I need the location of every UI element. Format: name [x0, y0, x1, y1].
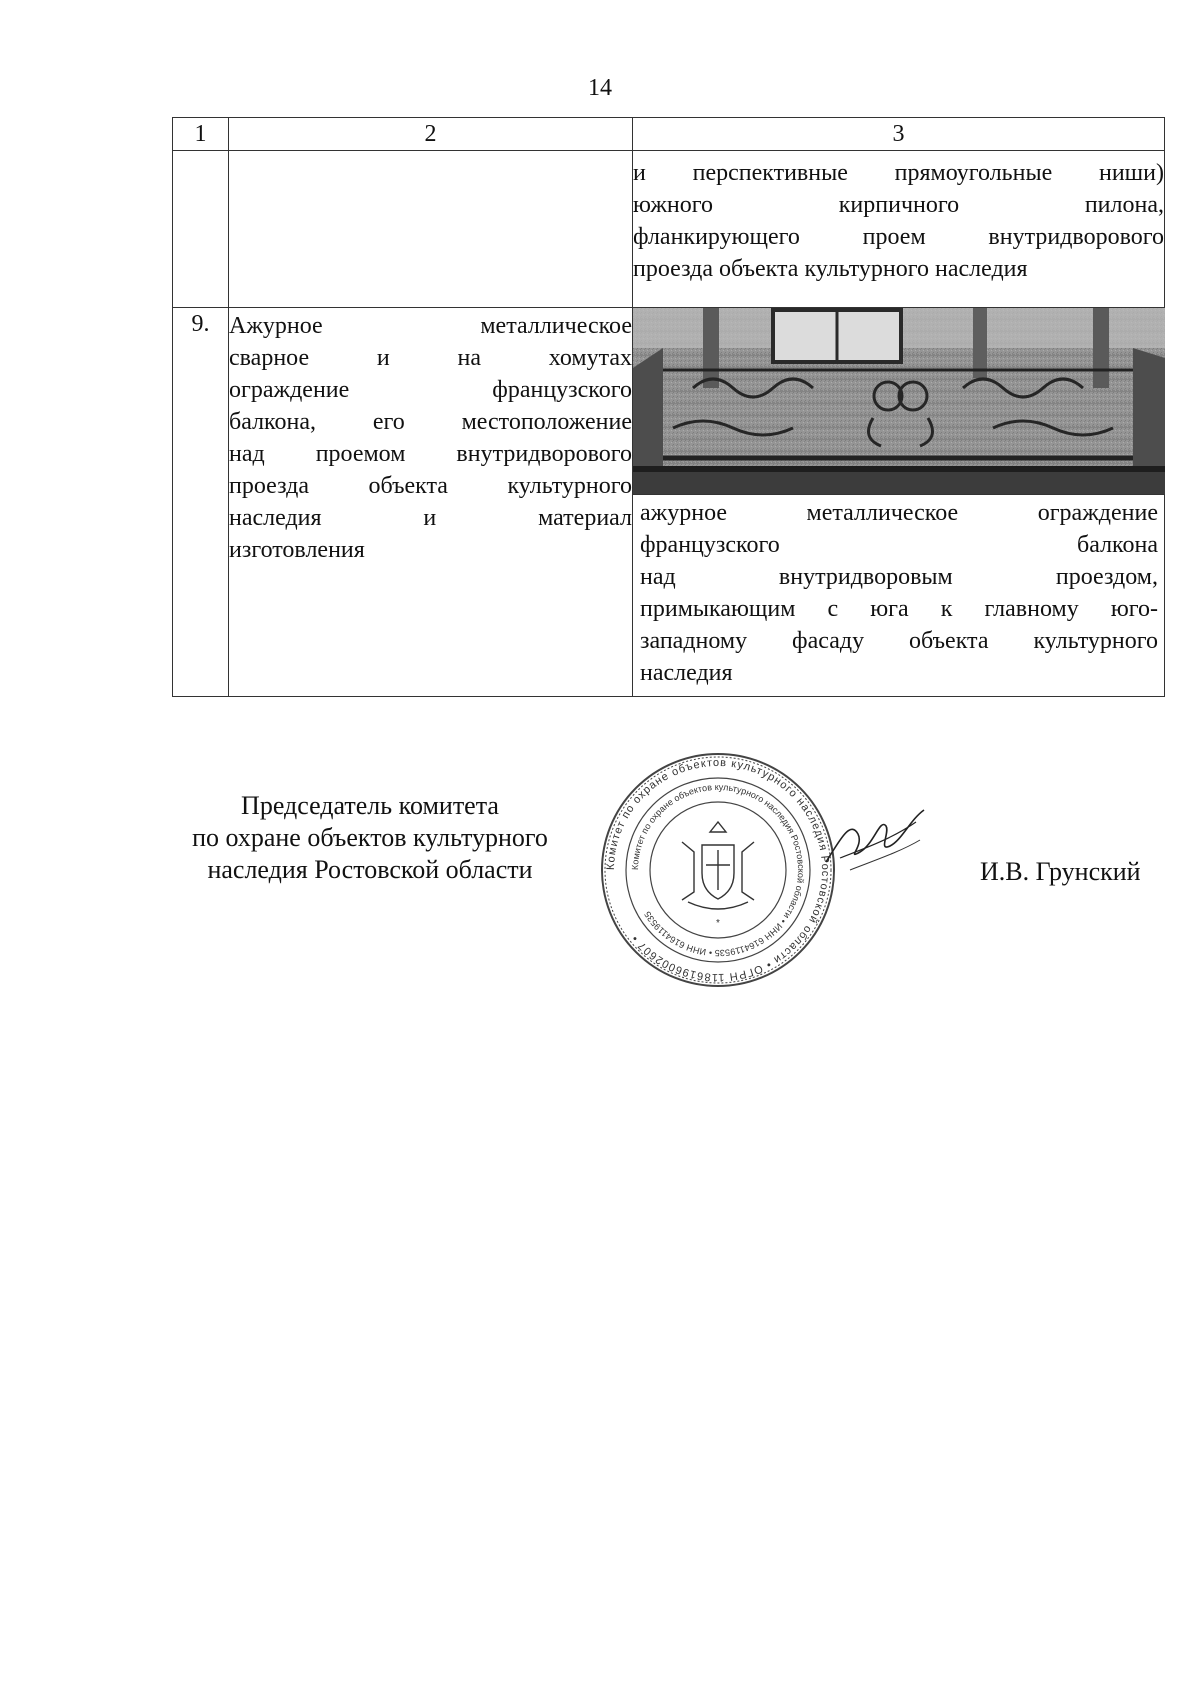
signatory-name: И.В. Грунский — [980, 857, 1141, 886]
cont-col3 — [633, 151, 1165, 308]
official-seal-stamp — [598, 750, 838, 990]
cont-line-2: южного кирпичного пилона, — [633, 192, 1164, 218]
row9-desc-line-5: над проемом внутридворового — [229, 441, 632, 467]
row9-desc-line-8: изготовления — [229, 537, 365, 563]
row9-photo-and-caption — [633, 308, 1165, 697]
row9-desc-line-4: балкона, его местоположение — [229, 409, 632, 435]
svg-text:*: * — [716, 918, 720, 929]
cont-line-3: фланкирующего проем внутридворового — [633, 224, 1164, 250]
signatory-title-line-1: Председатель комитета — [241, 791, 499, 820]
signatory-title-line-2: по охране объектов культурного — [192, 823, 548, 852]
row9-caption — [633, 495, 1164, 689]
row9-description — [229, 308, 633, 697]
row9-cap-line-3: над внутридворовым проездом, — [640, 564, 1158, 590]
page-number: 14 — [588, 75, 612, 101]
cont-col1 — [173, 151, 229, 308]
heritage-table — [172, 117, 1165, 697]
row9-cap-line-1: ажурное металлическое ограждение — [640, 500, 1158, 526]
balcony-railing-image — [633, 308, 1165, 494]
table-row-9 — [173, 308, 1165, 697]
row9-number: 9. — [173, 308, 229, 697]
signatory-title-line-3: наследия Ростовской области — [207, 855, 533, 884]
row9-desc-line-1: Ажурное металлическое — [229, 313, 632, 339]
row9-cap-line-6: наследия — [640, 660, 733, 686]
row9-cap-line-2: французского балкона — [640, 532, 1158, 558]
stamp-outer-text: Комитет по охране объектов культурного наследия Ростовской области • ОГРН 1186196002607 • — [604, 756, 832, 984]
table-row-continuation — [173, 151, 1165, 308]
header-cell-2: 2 — [229, 118, 633, 151]
table-header-row — [173, 118, 1165, 151]
row9-desc-line-6: проезда объекта культурного — [229, 473, 632, 499]
stamp-inner-text: Комитет по охране объектов культурного наследия Ростовской области • ИНН 6164119535 • ИНН 6164119535 — [629, 781, 807, 959]
row9-cap-line-5: западному фасаду объекта культурного — [640, 628, 1158, 654]
row9-desc-line-7: наследия и материал — [229, 505, 632, 531]
cont-col2 — [229, 151, 633, 308]
header-cell-1: 1 — [173, 118, 229, 151]
header-cell-3: 3 — [633, 118, 1165, 151]
cont-line-1: и перспективные прямоугольные ниши) — [633, 160, 1164, 186]
cont-line-4: проезда объекта культурного наследия — [633, 256, 1028, 282]
coat-of-arms-icon — [682, 822, 754, 909]
handwritten-signature — [820, 800, 930, 880]
row9-desc-line-2: сварное и на хомутах — [229, 345, 632, 371]
balcony-photo — [633, 308, 1165, 495]
row9-cap-line-4: примыкающим с юга к главному юго- — [640, 596, 1158, 622]
row9-desc-line-3: ограждение французского — [229, 377, 632, 403]
signatory-title — [150, 790, 590, 886]
